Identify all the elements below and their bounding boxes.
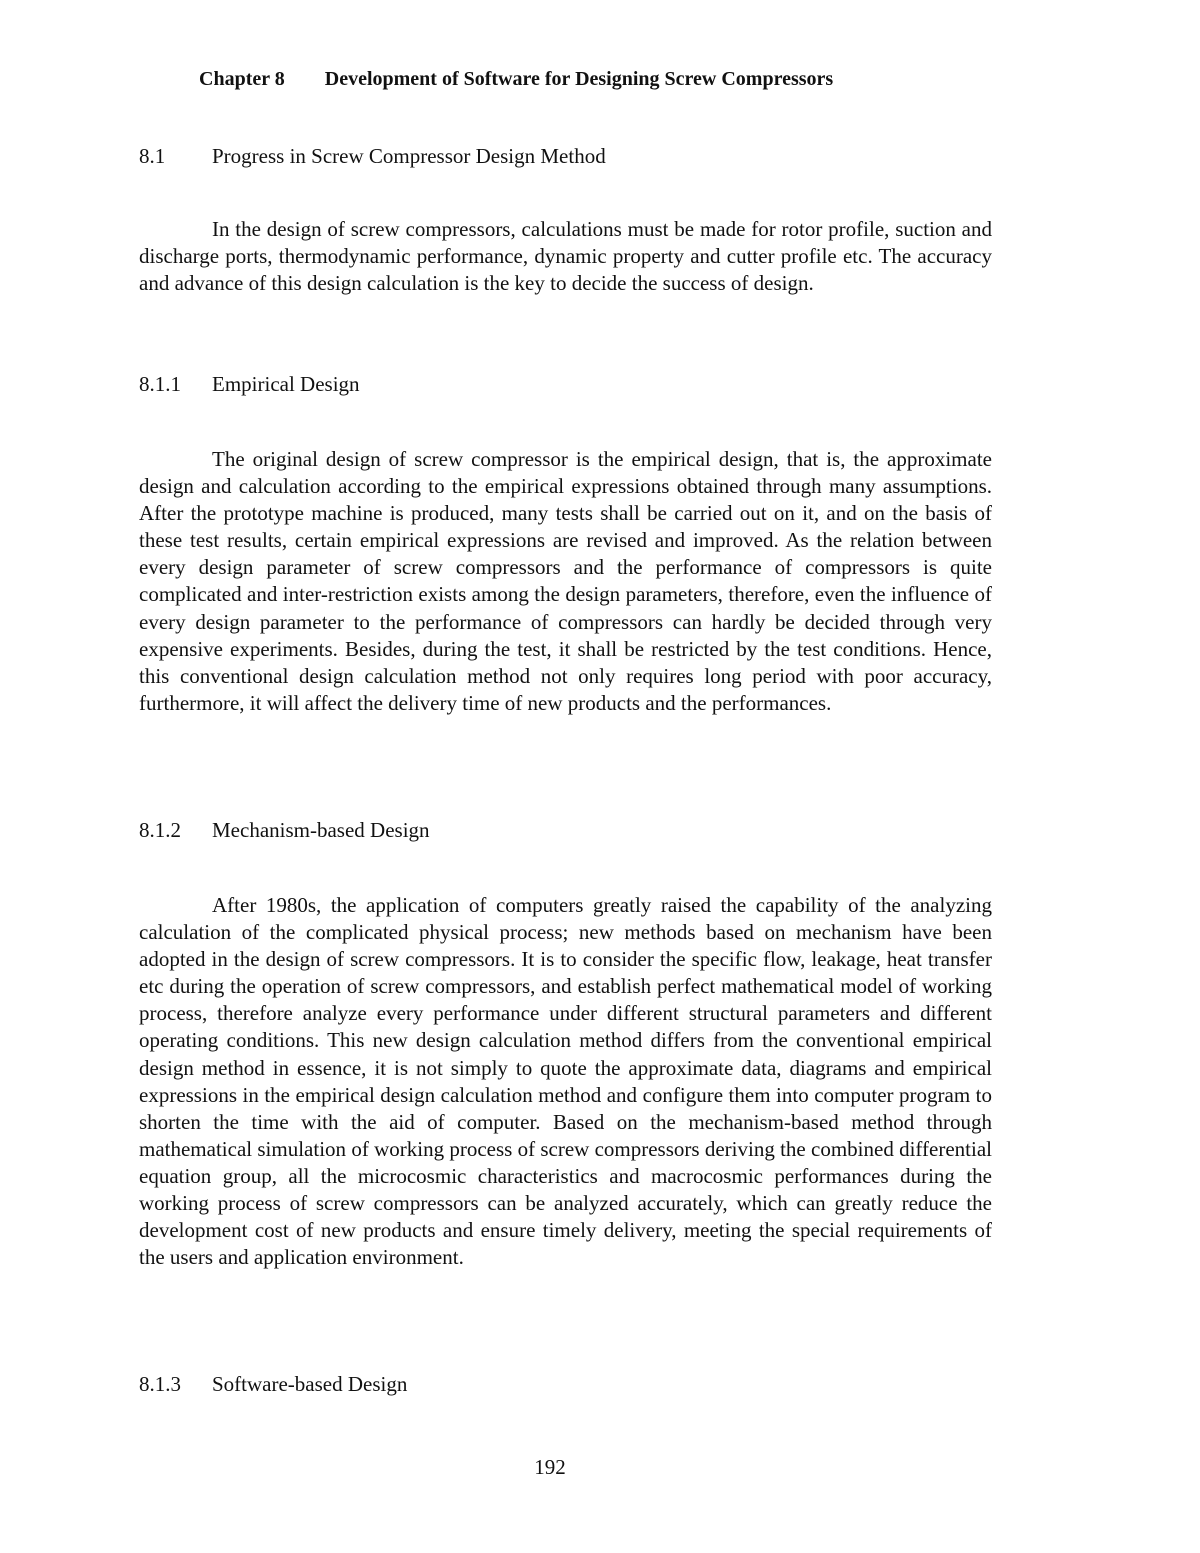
paragraph-8-1-1: The original design of screw compressor is the empirical design, that is, the approximate design and calculation according to the empirical expressions obtained through many assumptions. After the prototype machine is produced, many tests shall be carried out on it, and on the basis of these test results, certain empirical expressions are revised and improved. As the relation between every design parameter of screw compressors and the performance of compressors is quite complicated and inter-restriction exists among the design parameters, therefore, even the influence of every design parameter to the performance of compressors can hardly be decided through very expensive experiments. Besides, during the test, it shall be restricted by the test conditions. Hence, this conventional design calculation method not only requires long period with poor accuracy, furthermore, it will affect the delivery time of new products and the performances. [139,447,992,715]
chapter-label: Chapter 8 [199,68,285,90]
section-heading-8-1-3 [139,1372,407,1397]
section-heading-8-1-1 [139,372,360,397]
paragraph-8-1: In the design of screw compressors, calculations must be made for rotor profile, suction and discharge ports, thermodynamic performance, dynamic property and cutter profile etc. The accuracy and advance of this design calculation is the key to decide the success of design. [139,217,992,296]
chapter-title: Development of Software for Designing Screw Compressors [324,68,834,90]
section-number: 8.1.3 [139,1372,181,1396]
section-title: Software-based Design [212,1372,408,1396]
page-number: 192 [534,1455,566,1479]
section-heading-8-1 [139,144,606,169]
section-number: 8.1.1 [139,372,181,396]
paragraph-8-1-2: After 1980s, the application of computers greatly raised the capability of the analyzing calculation of the complicated physical process; new methods based on mechanism have been adopted in the design of screw compressors. It is to consider the specific flow, leakage, heat transfer etc during the operation of screw compressors, and establish perfect mathematical model of working process, therefore analyze every performance under different structural parameters and different operating conditions. This new design calculation method differs from the conventional empirical design method in essence, it is not simply to quote the approximate data, diagrams and empirical expressions in the empirical design calculation method and configure them into computer program to shorten the time with the aid of computer. Based on the mechanism-based method through mathematical simulation of working process of screw compressors deriving the combined differential equation group, all the microcosmic characteristics and macrocosmic performances during the working process of screw compressors can be analyzed accurately, which can greatly reduce the development cost of new products and ensure timely delivery, meeting the special requirements of the users and application environment. [139,893,992,1270]
section-title: Mechanism-based Design [212,818,430,842]
section-number: 8.1 [139,144,166,168]
section-title: Progress in Screw Compressor Design Method [212,144,606,168]
section-title: Empirical Design [212,372,360,396]
chapter-heading [199,68,833,91]
section-heading-8-1-2 [139,818,430,843]
section-number: 8.1.2 [139,818,181,842]
